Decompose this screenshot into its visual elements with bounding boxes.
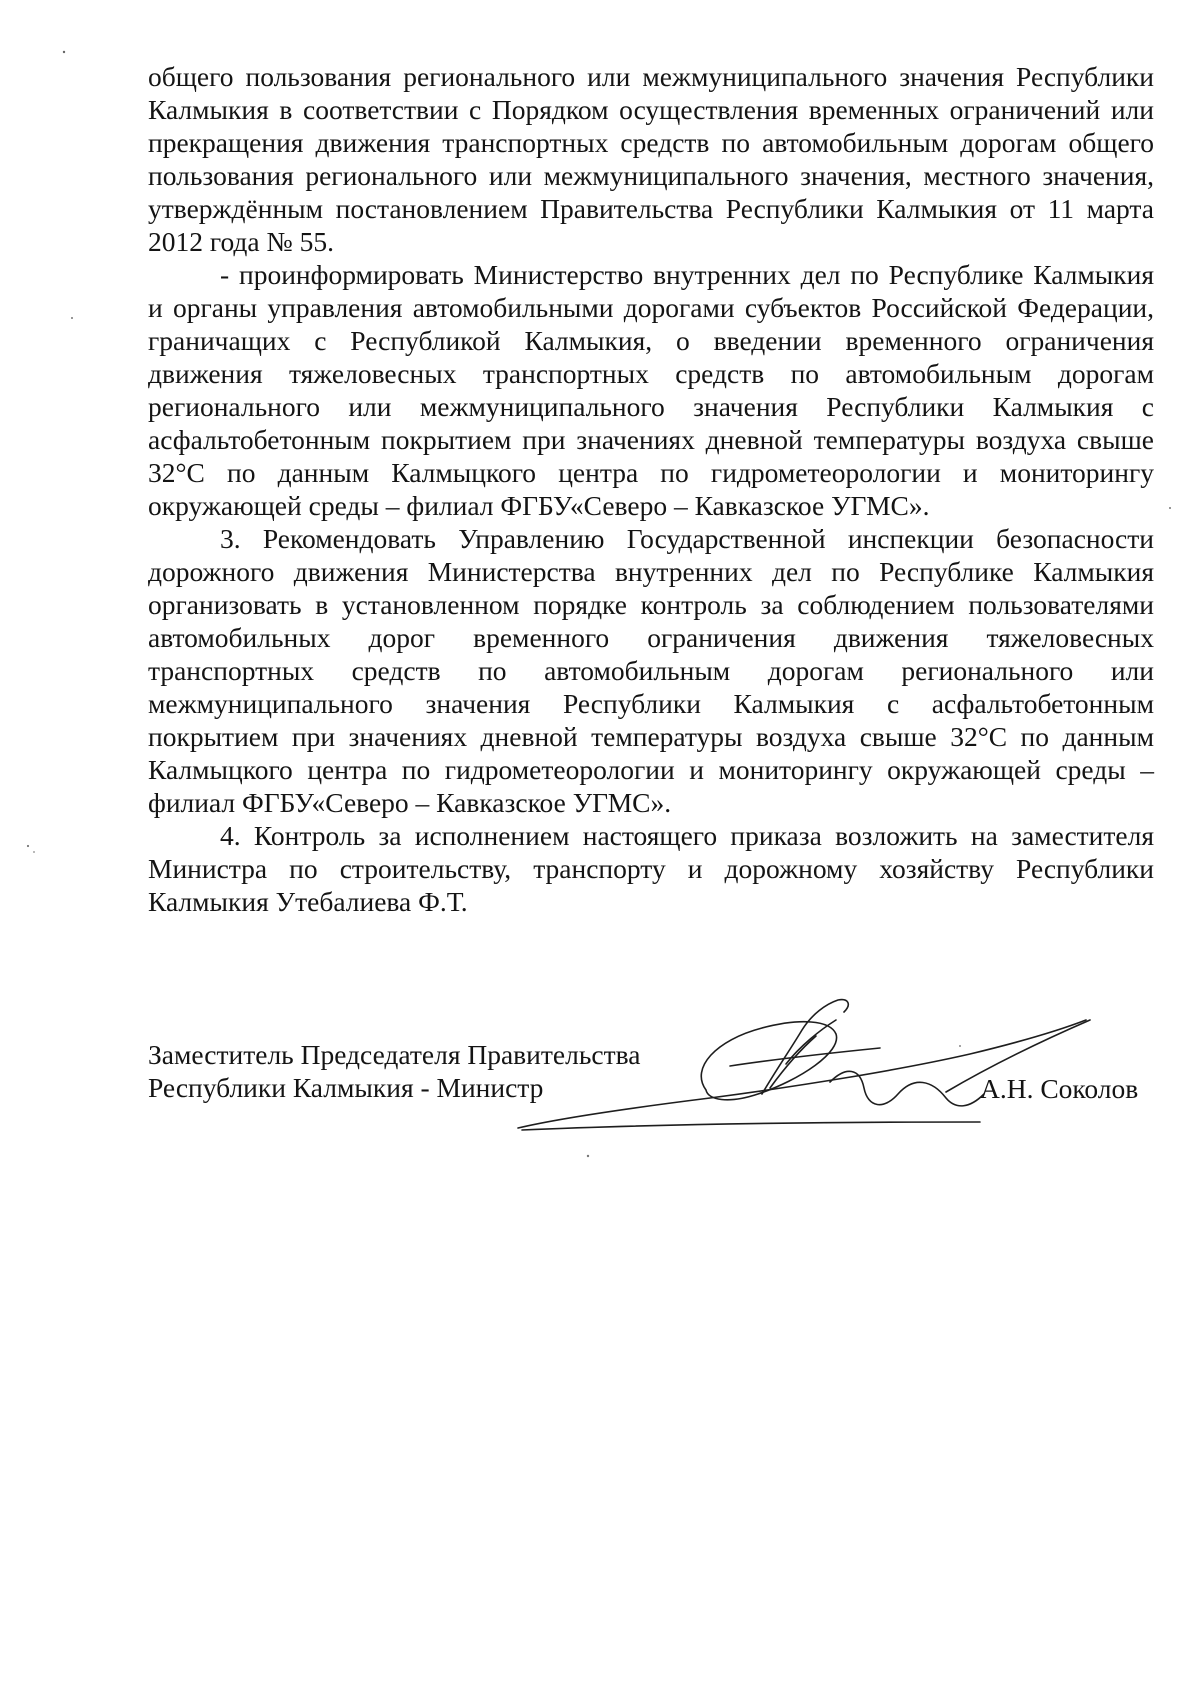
paragraph-item-4: 4. Контроль за исполнением настоящего приказа возложить на заместителя Министра по строительству, транспорту и дорожному хозяйству Республики Калмыкия Утебалиева Ф.Т. — [148, 820, 1154, 917]
paragraph-item-3: 3. Рекомендовать Управлению Государственной инспекции безопасности дорожного движения Министерства внутренних дел по Республике Калмыкия организовать в установленном порядке контроль за соблюдением пользователями автомобильных дорог временного ограничения движения тяжеловесных транспортных средств по автомобильным дорогам регионального или межмуниципального значения Республики Калмыкия с асфальтобетонным покрытием при значениях дневной температуры воздуха свыше 32°С по данным Калмыцкого центра по гидрометеорологии и мониторингу окружающей среды – филиал ФГБУ«Северо – Кавказское УГМС». — [148, 523, 1154, 818]
signer-name: А.Н. Соколов — [980, 1073, 1139, 1104]
paragraph-inform-ministry: - проинформировать Министерство внутренних дел по Республике Калмыкия и органы управления автомобильными дорогами субъектов Российской Федерации, граничащих с Республикой Калмыкия, о введении временного ограничения движения тяжеловесных транспортных средств по автомобильным дорогам регионального или межмуниципального значения Республики Калмыкия с асфальтобетонным покрытием при значениях дневной температуры воздуха свыше 32°С по данным Калмыцкого центра по гидрометеорологии и мониторингу окружающей среды – филиал ФГБУ«Северо – Кавказское УГМС». — [148, 259, 1154, 521]
signatory-position-line-1: Заместитель Председателя Правительства — [148, 1039, 641, 1070]
document-body — [148, 60, 1154, 918]
paragraph-continuation: общего пользования регионального или межмуниципального значения Республики Калмыкия в соответствии с Порядком осуществления временных ограничений или прекращения движения транспортных средств по автомобильным дорогам общего пользования регионального или межмуниципального значения, местного значения, утверждённым постановлением Правительства Республики Калмыкия от 11 марта 2012 года № 55. — [148, 61, 1154, 257]
handwritten-signature — [500, 990, 1100, 1150]
signatory-position-line-2: Республики Калмыкия - Министр — [148, 1072, 544, 1103]
